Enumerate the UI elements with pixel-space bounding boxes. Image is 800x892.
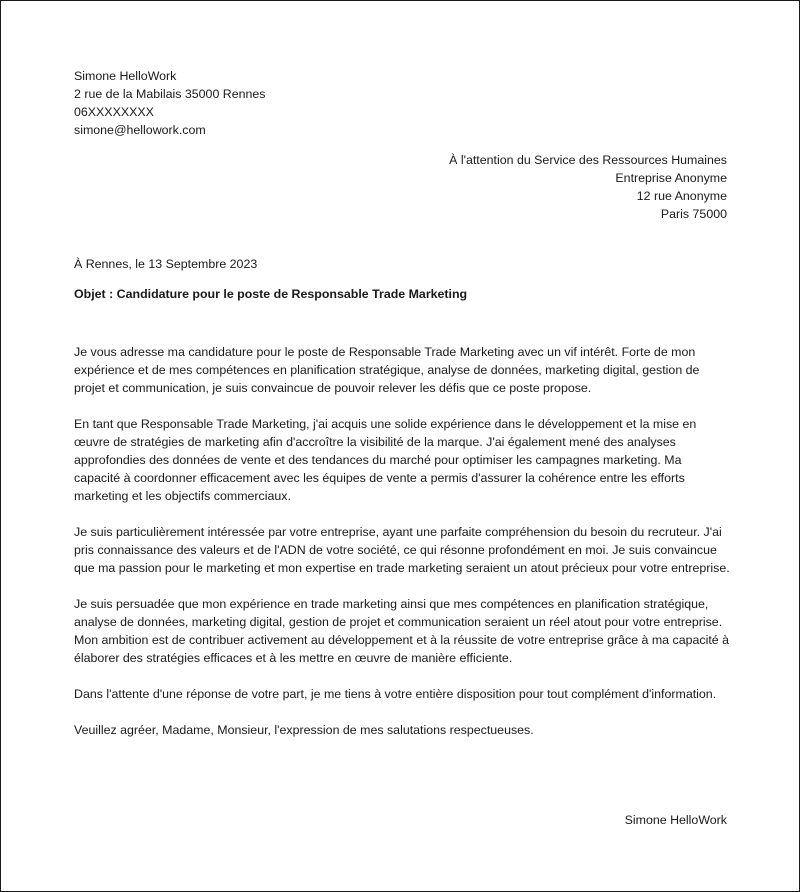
sender-block	[74, 67, 266, 139]
signature: Simone HelloWork	[624, 813, 727, 827]
recipient-city: Paris 75000	[660, 207, 727, 221]
body-paragraph: Je suis persuadée que mon expérience en trade marketing ainsi que mes compétences en planification stratégique, analyse de données, marketing digital, gestion de projet et communication seraient un réel atout pour votre entreprise. Mon ambition est de contribuer activement au développement et à la réussite de votre entreprise grâce à ma capacité à élaborer des stratégies efficaces et à les mettre en œuvre de manière efficiente.	[74, 597, 730, 665]
closing-paragraph: Veuillez agréer, Madame, Monsieur, l'expression de mes salutations respectueuses.	[74, 723, 534, 737]
sender-address: 2 rue de la Mabilais 35000 Rennes	[74, 87, 266, 101]
recipient-company: Entreprise Anonyme	[615, 171, 727, 185]
sender-email: simone@hellowork.com	[74, 123, 206, 137]
recipient-attention: À l'attention du Service des Ressources Humaines	[449, 153, 727, 167]
letter-body	[74, 343, 730, 757]
recipient-street: 12 rue Anonyme	[636, 189, 727, 203]
sender-phone: 06XXXXXXXX	[74, 105, 154, 119]
letter-subject: Objet : Candidature pour le poste de Responsable Trade Marketing	[74, 287, 468, 301]
body-paragraph: Je vous adresse ma candidature pour le poste de Responsable Trade Marketing avec un vif intérêt. Forte de mon expérience et de mes compétences en planification stratégique, analyse de données, marketing digital, gestion de projet et communication, je suis convaincue de pouvoir relever les défis que ce poste propose.	[74, 345, 700, 395]
letter-date: À Rennes, le 13 Septembre 2023	[74, 257, 258, 271]
body-paragraph: En tant que Responsable Trade Marketing, j'ai acquis une solide expérience dans le développement et la mise en œuvre de stratégies de marketing afin d'accroître la visibilité de la marque. J'ai également mené des analyses approfondies des données de vente et des tendances du marché pour optimiser les campagnes marketing. Ma capacité à coordonner efficacement avec les équipes de vente a permis d'assurer la cohérence entre les efforts marketing et les objectifs commerciaux.	[74, 417, 697, 503]
sender-name: Simone HelloWork	[74, 69, 177, 83]
recipient-block	[449, 151, 727, 223]
body-paragraph: Dans l'attente d'une réponse de votre part, je me tiens à votre entière disposition pour tout complément d'information.	[74, 687, 717, 701]
body-paragraph: Je suis particulièrement intéressée par votre entreprise, ayant une parfaite compréhension du besoin du recruteur. J'ai pris connaissance des valeurs et de l'ADN de votre société, ce qui résonne profondément en moi. Je suis convaincue que ma passion pour le marketing et mon expertise en trade marketing seraient un atout précieux pour votre entreprise.	[74, 525, 730, 575]
